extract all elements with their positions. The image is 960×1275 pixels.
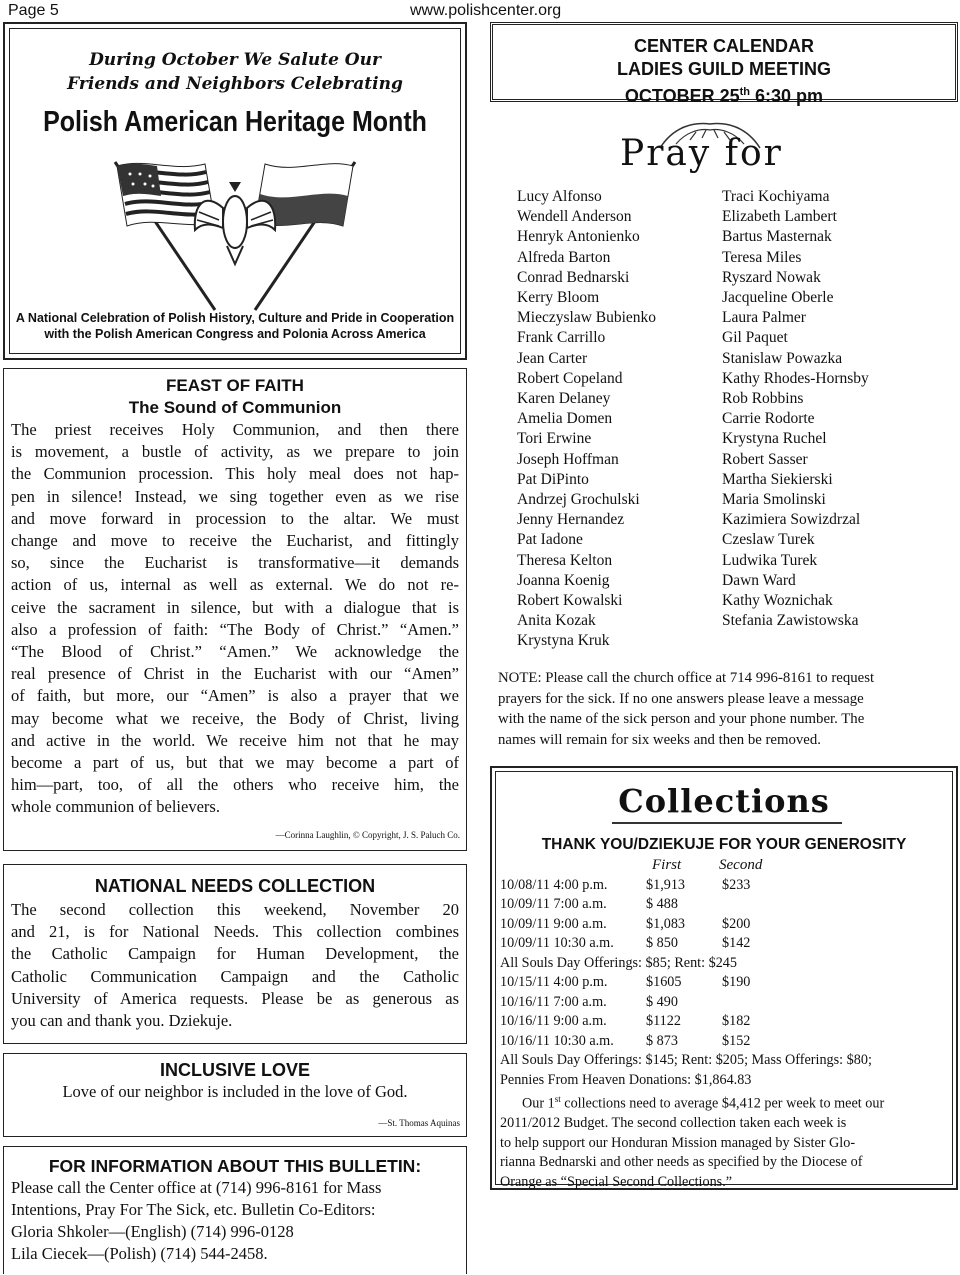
prayer-name: Lucy Alfonso: [517, 188, 602, 205]
collection-row: [500, 993, 952, 1013]
collection-when: 10/16/11 7:00 a.m.: [500, 993, 607, 1010]
collection-second: $182: [722, 1013, 751, 1029]
prayer-name: Robert Sasser: [722, 450, 808, 468]
collection-first: $1,913: [646, 876, 686, 893]
prayer-name: Martha Siekierski: [722, 470, 833, 488]
prayer-name: Joseph Hoffman: [517, 450, 619, 468]
collection-second: $200: [722, 915, 751, 932]
feast-line: him—part, too, of all the others who receive him, the: [11, 775, 459, 795]
prayer-name: Teresa Miles: [722, 248, 802, 266]
prayer-name: Robert Kowalski: [517, 592, 623, 610]
feast-line: and move forward in procession to the altar. We must: [11, 508, 459, 528]
collection-first: $ 850: [646, 935, 678, 951]
prayer-name: Maria Smolinski: [722, 491, 826, 509]
feast-of-faith-section: [3, 368, 467, 851]
prayer-name: Ludwika Turek: [722, 551, 818, 569]
feast-subtitle: The Sound of Communion: [128, 398, 342, 417]
allsouls-line-1: All Souls Day Offerings: $85; Rent: $245: [500, 954, 737, 971]
collection-when: 10/08/11 4:00 p.m.: [500, 876, 608, 893]
needs-line: and 21, is for National Needs. This collection combines: [11, 922, 459, 942]
collection-when: 10/16/11 10:30 a.m.: [500, 1032, 614, 1049]
collection-first: $ 490: [646, 993, 678, 1010]
prayer-name: Theresa Kelton: [517, 551, 613, 569]
feast-line: so, since the Eucharist is transformative—it demands: [11, 553, 459, 573]
calendar-box: [490, 22, 958, 106]
feast-line: whole communion of believers.: [11, 797, 220, 817]
feast-line: The priest receives Holy Communion, and then there: [11, 420, 459, 439]
collection-row: [500, 1012, 952, 1032]
prayer-name: Karen Delaney: [517, 390, 611, 408]
needs-line: Catholic Communication Campaign and the Catholic: [11, 966, 459, 986]
feast-line: “The Blood of Christ.” “Amen.” We acknowledge the: [11, 642, 459, 662]
prayer-list-col1: [517, 187, 656, 652]
allsouls-line-2b: Pennies From Heaven Donations: $1,864.83: [500, 1071, 752, 1088]
budget-line-2: 2011/2012 Budget. The second collection taken each week is: [500, 1115, 847, 1132]
budget-line-3: to help support our Honduran Mission managed by Sister Glo-: [500, 1134, 856, 1151]
feast-line: the Communion procession. This holy meal does not hap-: [11, 464, 459, 484]
collection-when: 10/09/11 10:30 a.m.: [500, 935, 614, 951]
feast-line: become a part of us, but that we may become a part of: [11, 753, 459, 773]
prayer-name: Tori Erwine: [517, 430, 592, 448]
prayer-name: Wendell Anderson: [517, 208, 632, 226]
prayer-name: Dawn Ward: [722, 571, 796, 589]
calendar-line1: CENTER CALENDAR: [634, 36, 814, 56]
collection-when: 10/15/11 4:00 p.m.: [500, 974, 608, 990]
info-title: FOR INFORMATION ABOUT THIS BULLETIN:: [48, 1156, 422, 1176]
prayer-name: Alfreda Barton: [517, 248, 611, 266]
collection-first: $ 488: [646, 896, 678, 912]
collection-second: $190: [722, 974, 751, 990]
prayer-name: Amelia Domen: [517, 410, 613, 428]
prayer-name: Joanna Koenig: [517, 571, 610, 589]
feast-line: is movement, a bustle of activity, as we prepare to join: [11, 442, 459, 462]
bulletin-info-section: [3, 1146, 467, 1274]
flags-illustration: [95, 152, 375, 312]
collection-when: 10/16/11 9:00 a.m.: [500, 1013, 607, 1029]
page-number: Page 5: [8, 2, 59, 19]
us-flag-icon: [115, 162, 215, 310]
prayer-name: Carrie Rodorte: [722, 410, 815, 428]
prayer-name: Rob Robbins: [722, 390, 804, 408]
feast-line: ceive the sacrament in silence, but with a dialogue that is: [11, 597, 459, 617]
budget-line-5: Orange as “Special Second Collections.”: [500, 1173, 733, 1190]
heritage-line2: Friends and Neighbors Celebrating: [67, 74, 403, 94]
love-quote: Love of our neighbor is included in the love of God.: [62, 1082, 408, 1101]
site-url[interactable]: www.polishcenter.org: [410, 2, 562, 19]
budget-line-1: Our 1st collections need to average $4,412 per week to meet our: [522, 1094, 885, 1112]
feast-line: also a profession of faith: “The Body of Christ.” “Amen.”: [11, 619, 459, 639]
feast-credit: —Corinna Laughlin, © Copyright, J. S. Paluch Co.: [275, 830, 460, 840]
heritage-line1: During October We Salute Our: [89, 50, 381, 70]
prayer-name: Anita Kozak: [517, 612, 596, 630]
prayer-name: Bartus Masternak: [722, 228, 832, 246]
prayer-name: Robert Copeland: [517, 369, 623, 387]
needs-title: NATIONAL NEEDS COLLECTION: [94, 876, 376, 896]
feast-line: of faith, but more, our “Amen” is also a prayer that we: [11, 686, 459, 706]
prayer-name: Jean Carter: [517, 349, 588, 367]
prayer-name: Pat DiPinto: [517, 470, 589, 488]
polish-flag-icon: [255, 162, 355, 310]
prayer-name: Krystyna Ruchel: [722, 430, 827, 448]
feast-line: action of us, internal as well as external. We do not re-: [11, 575, 459, 595]
prayer-name: Andrzej Grochulski: [517, 491, 640, 509]
pray-for-title: Pray for: [620, 133, 783, 174]
prayer-name: Krystyna Kruk: [517, 632, 610, 650]
prayer-name: Traci Kochiyama: [722, 188, 830, 205]
prayer-name: Elizabeth Lambert: [722, 208, 837, 226]
prayer-name: Henryk Antonienko: [517, 228, 640, 246]
prayer-name: Gil Paquet: [722, 329, 788, 347]
heritage-footer1: A National Celebration of Polish History, Culture and Pride in Cooperation: [15, 311, 455, 325]
budget-line-4: rianna Bednarski and other needs as specified by the Diocese of: [500, 1154, 863, 1171]
collection-when: 10/09/11 7:00 a.m.: [500, 896, 607, 912]
inclusive-love-section: [3, 1053, 467, 1137]
collection-row: [500, 1032, 952, 1052]
collections-title: Collections: [618, 782, 830, 820]
collection-row: [500, 973, 952, 993]
calendar-line2: LADIES GUILD MEETING: [616, 59, 831, 79]
heritage-footer2: with the Polish American Congress and Polonia Across America: [44, 327, 426, 341]
needs-line: University of America requests. Please be as generous as: [11, 988, 459, 1008]
collection-row: [500, 915, 952, 935]
info-body: Please call the Center office at (714) 996-8161 for Mass Intentions, Pray For The Sick, etc. Bulletin Co-Editors: Gloria Shkoler—(English) (714) 996-0128 Lila Ciecek—(Polish) (714) 544-2458.: [11, 1178, 382, 1263]
calendar-date: OCTOBER 25th 6:30 pm: [624, 86, 824, 106]
prayer-name: Czeslaw Turek: [722, 531, 815, 549]
collection-row: [500, 876, 952, 896]
feast-line: change and move to receive the Eucharist, and fittingly: [11, 531, 459, 551]
feast-line: may become what we receive, the Body of Christ, living: [11, 708, 459, 728]
prayer-name: Frank Carrillo: [517, 329, 606, 347]
prayer-name: Kathy Woznichak: [722, 592, 833, 610]
collections-table: [500, 856, 952, 1192]
prayer-name: Mieczyslaw Bubienko: [517, 309, 657, 327]
feast-body: [4, 419, 466, 819]
heritage-title: Polish American Heritage Month: [43, 105, 427, 139]
love-title: INCLUSIVE LOVE: [159, 1060, 311, 1080]
needs-line: you can and thank you. Dziekuje.: [11, 1011, 233, 1031]
collection-when: 10/09/11 9:00 a.m.: [500, 915, 607, 932]
prayer-name: Kerry Bloom: [517, 289, 600, 307]
prayer-name: Stefania Zawistowska: [722, 612, 859, 630]
prayer-name: Pat Iadone: [517, 531, 583, 549]
prayer-name: Conrad Bednarski: [517, 268, 630, 286]
collection-first: $ 873: [646, 1032, 678, 1049]
prayer-list-col2: [722, 187, 869, 631]
prayer-name: Kathy Rhodes-Hornsby: [722, 369, 869, 387]
feast-line: real presence of Christ in the Eucharist with our “Amen”: [11, 664, 459, 684]
prayer-name: Laura Palmer: [722, 309, 806, 327]
collections-header-row: First Second: [652, 857, 763, 873]
prayer-name: Stanislaw Powazka: [722, 349, 843, 367]
prayer-name: Kazimiera Sowizdrzal: [722, 511, 861, 529]
collection-second: $233: [722, 876, 751, 893]
feast-line: and active in the world. We receive him not that he may: [11, 730, 459, 750]
collection-first: $1605: [646, 974, 682, 990]
collections-thanks: THANK YOU/DZIEKUJE FOR YOUR GENEROSITY: [541, 836, 907, 853]
collection-first: $1,083: [646, 915, 686, 932]
needs-line: The second collection this weekend, November 20: [11, 900, 459, 919]
prayer-name: Ryszard Nowak: [722, 268, 821, 286]
needs-body: [4, 897, 466, 1032]
feast-title: FEAST OF FAITH: [166, 376, 304, 395]
needs-line: the Catholic Campaign for Human Development, the: [11, 944, 459, 964]
heritage-banner: [3, 22, 467, 360]
feast-line: pen in silence! Instead, we sing together even as we rise: [11, 486, 459, 506]
collection-row: [500, 934, 952, 954]
love-credit: —St. Thomas Aquinas: [378, 1118, 460, 1128]
allsouls-line-2a: All Souls Day Offerings: $145; Rent: $205; Mass Offerings: $80;: [500, 1052, 872, 1068]
national-needs-section: [3, 864, 467, 1044]
collection-row: [500, 895, 952, 915]
prayer-note: NOTE: Please call the church office at 714 996-8161 to request prayers for the sick. If no one answers please leave a message with the name of the sick person and your phone number. The names will remain for six weeks and then be removed.: [498, 670, 875, 748]
collections-section: [490, 766, 958, 1190]
collection-second: $152: [722, 1032, 751, 1049]
collection-second: $142: [722, 935, 751, 951]
collection-first: $1122: [646, 1013, 681, 1029]
prayer-name: Jacqueline Oberle: [722, 289, 834, 307]
prayer-name: Jenny Hernandez: [517, 511, 625, 529]
